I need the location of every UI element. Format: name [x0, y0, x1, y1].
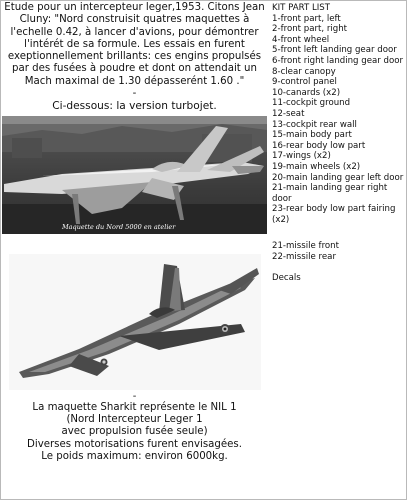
bottom-line-2: (Nord Intercepteur Leger 1	[66, 414, 203, 426]
part-item: 11-cockpit ground	[272, 98, 351, 109]
part-item: 21-main landing gear right door	[272, 183, 388, 204]
part-item: 12-seat	[272, 108, 305, 119]
parts-list	[272, 14, 406, 226]
workshop-photo-caption: Maquette du Nord 5000 en atelier	[62, 222, 176, 231]
decals-label: Decals	[272, 272, 301, 283]
part-item: 22-missile rear	[272, 252, 336, 263]
bottom-line-1: La maquette Sharkit représente le NIL 1	[32, 401, 237, 413]
left-column	[2, 2, 267, 464]
part-item: 5-front left landing gear door	[272, 45, 397, 56]
part-item: 21-missile front	[272, 241, 339, 252]
part-item: 6-front right landing gear door	[272, 55, 404, 66]
part-item: 23-rear body low part fairing (x2)	[272, 204, 396, 225]
part-item: 1-front part, left	[272, 13, 341, 24]
part-item: 15-main body part	[272, 130, 352, 141]
kit-part-list-title: KIT PART LIST	[272, 3, 331, 13]
part-item: 8-clear canopy	[272, 66, 336, 77]
model-photo	[9, 254, 261, 390]
part-item: 20-main landing gear left door	[272, 172, 404, 183]
bottom-line-4: Diverses motorisations furent envisagées.	[27, 438, 242, 450]
model-photo-image	[9, 254, 261, 390]
workshop-photo-image	[2, 116, 267, 234]
part-item: 19-main wheels (x2)	[272, 161, 361, 172]
part-item: 10-canards (x2)	[272, 87, 341, 98]
part-item: 17-wings (x2)	[272, 151, 331, 162]
bottom-line-3: avec propulsion fusée seule)	[61, 426, 208, 438]
part-item: 9-control panel	[272, 77, 337, 88]
bottom-line-5: Le poids maximum: environ 6000kg.	[41, 451, 228, 463]
turbojet-label: Ci-dessous: la version turbojet.	[52, 100, 217, 113]
separator-dash: -	[132, 88, 137, 100]
part-item: 13-cockpit rear wall	[272, 119, 357, 130]
part-item: 4-front wheel	[272, 34, 330, 45]
kit-part-list	[272, 3, 406, 292]
missile-parts-list	[272, 241, 406, 262]
intro-paragraph: Etude pour un intercepteur leger,1953. Citons Jean Cluny: "Nord construisit quatres maquettes à l'echelle 0.42, à lancer d'avions, pour démontrer l'intérét de sa formule. Les essais en furent exeptionnellement brillants: ces engins propulsés par des fusées à poudre et dont on attendait un Mach maximal de 1.30 dépasserént 1.60 ."	[4, 2, 265, 87]
part-item: 2-front part, right	[272, 24, 348, 35]
separator-dash-2: -	[132, 390, 137, 402]
workshop-photo	[2, 116, 267, 234]
part-item: 16-rear body low part	[272, 140, 366, 151]
